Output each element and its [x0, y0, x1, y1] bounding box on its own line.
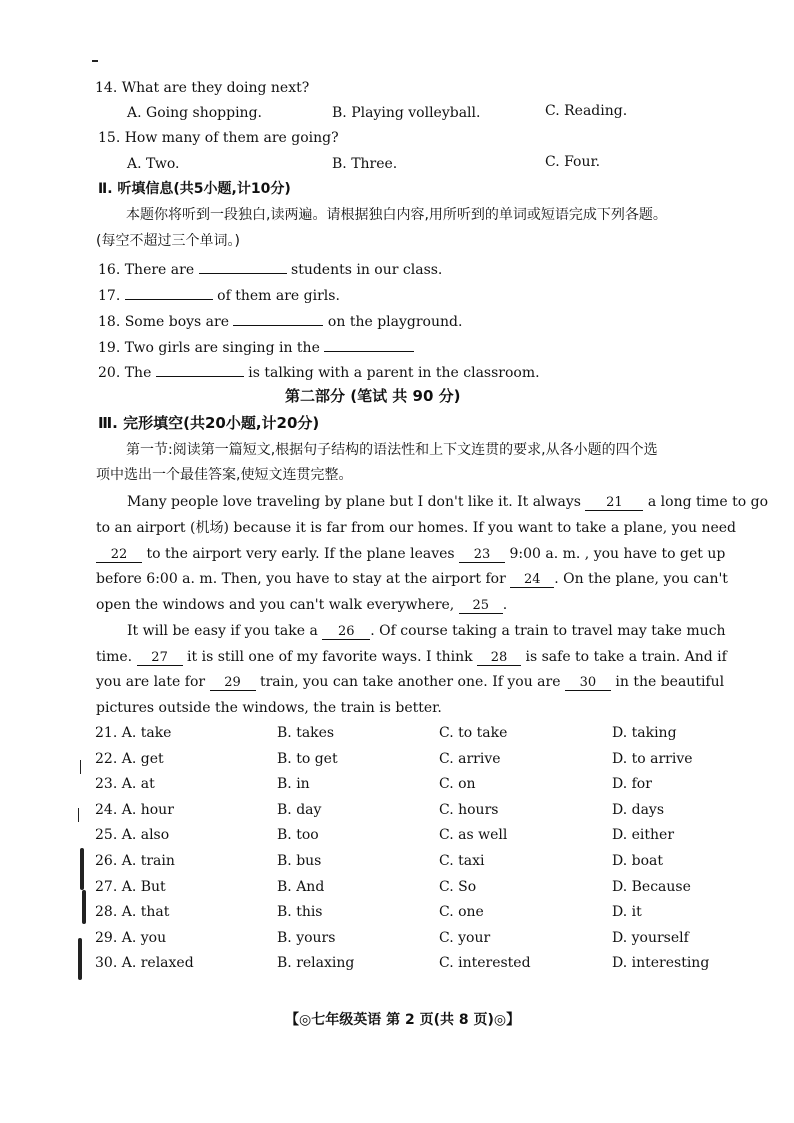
answer-blank[interactable] — [125, 284, 213, 300]
option-choice[interactable]: C. interested — [439, 955, 531, 972]
option-choice[interactable]: B. relaxing — [277, 955, 355, 972]
blank-26[interactable]: 26 — [322, 624, 370, 640]
scan-mark — [92, 60, 98, 62]
item-18: 18. Some boys are on the playground. — [98, 310, 462, 331]
option-choice[interactable]: D. to arrive — [612, 750, 693, 767]
question-14-option-b: B. Playing volleyball. — [332, 105, 481, 121]
option-question-21: 21. A. take — [95, 725, 172, 741]
question-14-option-c: C. Reading. — [545, 103, 628, 119]
option-choice[interactable]: C. your — [439, 929, 491, 946]
question-14-stem: 14. What are they doing next? — [95, 80, 310, 96]
option-choice[interactable]: C. hours — [439, 801, 499, 818]
option-choice[interactable]: B. yours — [277, 929, 336, 946]
option-choice[interactable]: B. takes — [277, 725, 335, 741]
option-choice[interactable]: D. it — [612, 904, 642, 921]
item-17: 17. of them are girls. — [98, 284, 340, 305]
passage-line: to an airport (机场) because it is far from our homes. If you want to take a plane, you need — [96, 520, 737, 536]
option-choice[interactable]: C. So — [439, 878, 477, 895]
option-choice[interactable]: B. day — [277, 801, 322, 818]
item-16: 16. There are students in our class. — [98, 258, 442, 279]
section-3-instruction-cont: 项中选出一个最佳答案,使短文连贯完整。 — [96, 467, 353, 483]
written-part-title: 第二部分 (笔试 共 90 分) — [285, 387, 461, 405]
blank-27[interactable]: 27 — [137, 650, 183, 666]
scan-mark — [82, 890, 86, 924]
blank-29[interactable]: 29 — [210, 675, 256, 691]
option-choice[interactable]: C. to take — [439, 725, 508, 741]
option-choice[interactable]: B. bus — [277, 853, 322, 869]
option-choice[interactable]: C. one — [439, 904, 484, 921]
answer-blank[interactable] — [324, 336, 414, 352]
option-choice[interactable]: C. as well — [439, 827, 508, 844]
question-15-option-b: B. Three. — [332, 156, 398, 172]
answer-blank[interactable] — [233, 310, 323, 326]
passage-line: open the windows and you can't walk everywhere, 25 . — [96, 597, 508, 613]
blank-28[interactable]: 28 — [477, 650, 521, 666]
option-choice[interactable]: B. too — [277, 827, 319, 844]
answer-blank[interactable] — [156, 361, 244, 377]
option-choice[interactable]: D. taking — [612, 725, 677, 741]
option-choice[interactable]: D. Because — [612, 878, 691, 895]
section-2-heading: Ⅱ. 听填信息(共5小题,计10分) — [98, 181, 291, 197]
option-choice[interactable]: D. boat — [612, 853, 663, 869]
passage-line: Many people love traveling by plane but I don't like it. It always 21 a long time to go — [127, 494, 769, 510]
option-choice[interactable]: C. arrive — [439, 750, 501, 767]
option-question-28: 28. A. that — [95, 904, 170, 921]
passage-line: It will be easy if you take a 26 . Of course taking a train to travel may take much — [127, 623, 726, 639]
blank-22[interactable]: 22 — [96, 547, 142, 563]
item-19: 19. Two girls are singing in the — [98, 336, 414, 357]
passage-line: before 6:00 a. m. Then, you have to stay at the airport for 24 . On the plane, you can't — [96, 571, 728, 587]
scan-mark — [80, 848, 84, 890]
option-choice[interactable]: B. in — [277, 776, 310, 793]
option-question-26: 26. A. train — [95, 853, 175, 869]
question-15-stem: 15. How many of them are going? — [98, 130, 339, 146]
option-choice[interactable]: B. this — [277, 904, 323, 921]
question-14-option-a: A. Going shopping. — [127, 105, 262, 121]
passage-line: pictures outside the windows, the train is better. — [96, 700, 442, 716]
option-choice[interactable]: D. interesting — [612, 955, 710, 972]
blank-24[interactable]: 24 — [510, 572, 554, 588]
scan-mark — [80, 760, 81, 774]
section-3-heading: Ⅲ. 完形填空(共20小题,计20分) — [98, 414, 320, 432]
item-20: 20. The is talking with a parent in the classroom. — [98, 361, 540, 382]
section-2-instruction-note: (每空不超过三个单词。) — [96, 233, 240, 249]
blank-21[interactable]: 21 — [585, 495, 643, 511]
question-15-option-a: A. Two. — [127, 156, 180, 172]
blank-30[interactable]: 30 — [565, 675, 611, 691]
option-question-25: 25. A. also — [95, 827, 170, 844]
option-choice[interactable]: D. yourself — [612, 929, 689, 946]
blank-23[interactable]: 23 — [459, 547, 505, 563]
passage-line: you are late for 29 train, you can take another one. If you are 30 in the beautiful — [96, 674, 725, 690]
option-choice[interactable]: B. And — [277, 878, 325, 895]
passage-line: time. 27 it is still one of my favorite ways. I think 28 is safe to take a train. And if — [96, 649, 727, 665]
section-2-instruction: 本题你将听到一段独白,读两遍。请根据独白内容,用所听到的单词或短语完成下列各题。 — [126, 207, 667, 223]
option-choice[interactable]: D. days — [612, 801, 665, 818]
option-question-29: 29. A. you — [95, 929, 167, 946]
option-choice[interactable]: D. either — [612, 827, 675, 844]
page-footer: 【◎七年级英语 第 2 页(共 8 页)◎】 — [285, 1012, 521, 1028]
section-3-instruction: 第一节:阅读第一篇短文,根据句子结构的语法性和上下文连贯的要求,从各小题的四个选 — [126, 442, 658, 458]
question-15-option-c: C. Four. — [545, 154, 601, 170]
option-question-22: 22. A. get — [95, 750, 164, 767]
option-choice[interactable]: D. for — [612, 776, 652, 793]
blank-25[interactable]: 25 — [459, 598, 503, 614]
answer-blank[interactable] — [199, 258, 287, 274]
option-question-27: 27. A. But — [95, 878, 166, 895]
option-question-23: 23. A. at — [95, 776, 155, 793]
scan-mark — [78, 938, 82, 980]
option-question-30: 30. A. relaxed — [95, 955, 194, 972]
scan-mark — [78, 808, 79, 822]
option-choice[interactable]: B. to get — [277, 750, 338, 767]
option-question-24: 24. A. hour — [95, 801, 174, 818]
passage-line: 22 to the airport very early. If the plane leaves 23 9:00 a. m. , you have to get up — [96, 545, 725, 563]
option-choice[interactable]: C. taxi — [439, 853, 485, 869]
option-choice[interactable]: C. on — [439, 776, 476, 793]
